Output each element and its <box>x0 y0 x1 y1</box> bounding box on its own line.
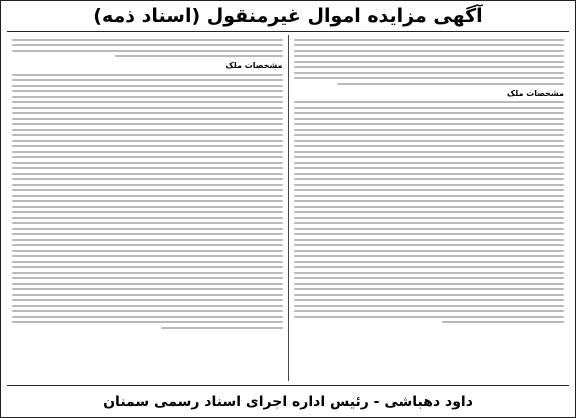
section-heading-right: مشخصات ملک <box>507 88 564 98</box>
footer-divider <box>7 385 569 386</box>
notice-title: آگهی مزایده اموال غیرمنقول (اسناد ذمه) <box>93 5 483 27</box>
title-bar <box>1 1 575 31</box>
paragraph-block <box>294 101 565 323</box>
notice-columns <box>7 35 569 381</box>
section-heading-left: مشخصات ملک <box>225 61 283 70</box>
notice-column-right <box>289 35 570 381</box>
signature-line: داود دهباشی - رئیس اداره اجرای اسناد رسمی سمنان <box>103 394 473 410</box>
footer <box>1 389 575 415</box>
paragraph-block <box>12 39 283 58</box>
notice-column-left <box>7 35 289 381</box>
title-divider <box>7 31 569 32</box>
paragraph-block <box>12 74 283 329</box>
paragraph-block <box>294 39 565 85</box>
